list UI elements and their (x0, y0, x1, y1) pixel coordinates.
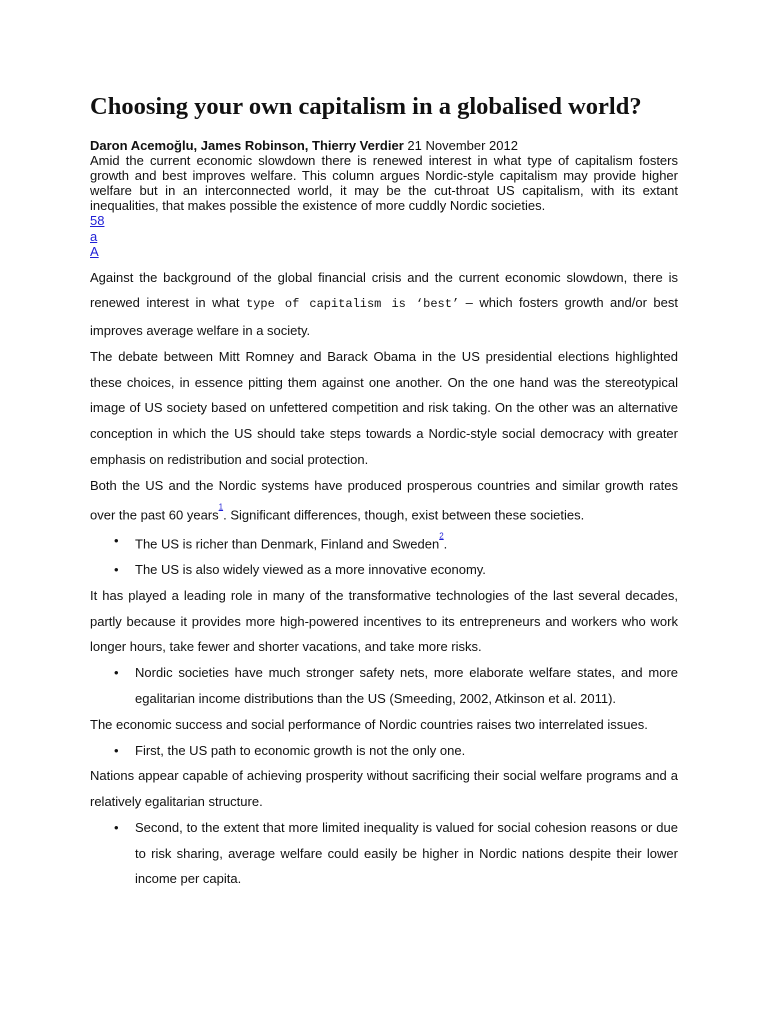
bullet-2-text: The US is also widely viewed as a more innovative economy. (135, 561, 486, 577)
bullet-4-text: First, the US path to economic growth is not the only one. (135, 742, 466, 758)
bullet-1-text: The US is richer than Denmark, Finland and Sweden (135, 536, 440, 552)
footnote-2-link[interactable]: 2 (439, 531, 444, 541)
bullet-icon: • (114, 819, 119, 835)
bullet-list-2 (90, 660, 678, 712)
bullet-icon: • (114, 742, 119, 758)
list-item (90, 660, 678, 712)
increase-font-link[interactable]: A (90, 244, 99, 259)
article-links (90, 213, 678, 260)
bullet-list-4 (90, 815, 678, 892)
bullet-5-text: Second, to the extent that more limited inequality is valued for social cohesion reasons or due to risk sharing, average welfare could easily be higher in Nordic nations despite their lower income per capita. (135, 819, 678, 887)
paragraph-6: Nations appear capable of achieving prosperity without sacrificing their social welfare programs and a relatively egalitarian structure. (90, 768, 678, 810)
paragraph-2: The debate between Mitt Romney and Barack Obama in the US presidential elections highlighted these choices, in essence pitting them against one another. On the one hand was the stereotypical image of US society based on unfettered competition and risk taking. On the other was an alternative conception in which the US should take steps towards a Nordic-style social democracy with greater emphasis on redistribution and social protection. (90, 348, 678, 468)
comment-count-link[interactable]: 58 (90, 213, 105, 228)
article-date: 21 November 2012 (407, 138, 518, 153)
bullet-list-1 (90, 528, 678, 583)
list-item (90, 815, 678, 892)
paragraph-1-text-a: Against the background of the global financial crisis and the current economic slowdown, there is renewed interest in what (90, 269, 678, 311)
bullet-3-text: Nordic societies have much stronger safety nets, more elaborate welfare states, and more egalitarian income distributions than the US (Smeeding, 2002, Atkinson et al. 2011). (135, 665, 678, 706)
list-item (90, 738, 678, 764)
byline (90, 138, 678, 153)
bullet-1-end: . (443, 536, 448, 552)
paragraph-3-text-b: . Significant differences, though, exist between these societies. (223, 507, 585, 522)
list-item (90, 528, 678, 557)
footnote-1-link[interactable]: 1 (218, 502, 224, 512)
article (90, 92, 678, 892)
bullet-icon: • (114, 561, 119, 577)
paragraph-5: The economic success and social performance of Nordic countries raises two interrelated issues. (90, 716, 648, 732)
list-item (90, 557, 678, 583)
bullet-list-3 (90, 738, 678, 764)
article-authors: Daron Acemoğlu, James Robinson, Thierry Verdier (90, 138, 404, 153)
paragraph-4: It has played a leading role in many of the transformative technologies of the last several decades, partly because it provides more high-powered incentives to its entrepreneurs and workers who work longer hours, take fewer and shorter vacations, and take more risks. (90, 587, 678, 655)
paragraph-3 (90, 473, 678, 528)
paragraph-1 (90, 265, 678, 344)
article-body (90, 265, 678, 893)
paragraph-1-text-b: – which fosters growth and/or best improves average welfare in a society. (90, 295, 678, 339)
paragraph-3-text-a: Both the US and the Nordic systems have produced prosperous countries and similar growth rates over the past 60 years (90, 477, 678, 522)
bullet-icon: • (114, 665, 119, 681)
article-title: Choosing your own capitalism in a globalised world? (90, 93, 642, 120)
article-summary: Amid the current economic slowdown there is renewed interest in what type of capitalism fosters growth and best improves welfare. This column argues Nordic-style capitalism may provide higher welfare but in an interconnected world, it may be the cut-throat US capitalism, with its extant inequalities, that makes possible the existence of more cuddly Nordic societies. (90, 153, 678, 213)
paragraph-1-mono: type of capitalism is ‘best’ (246, 297, 460, 312)
decrease-font-link[interactable]: a (90, 228, 98, 244)
bullet-icon: • (114, 532, 119, 548)
